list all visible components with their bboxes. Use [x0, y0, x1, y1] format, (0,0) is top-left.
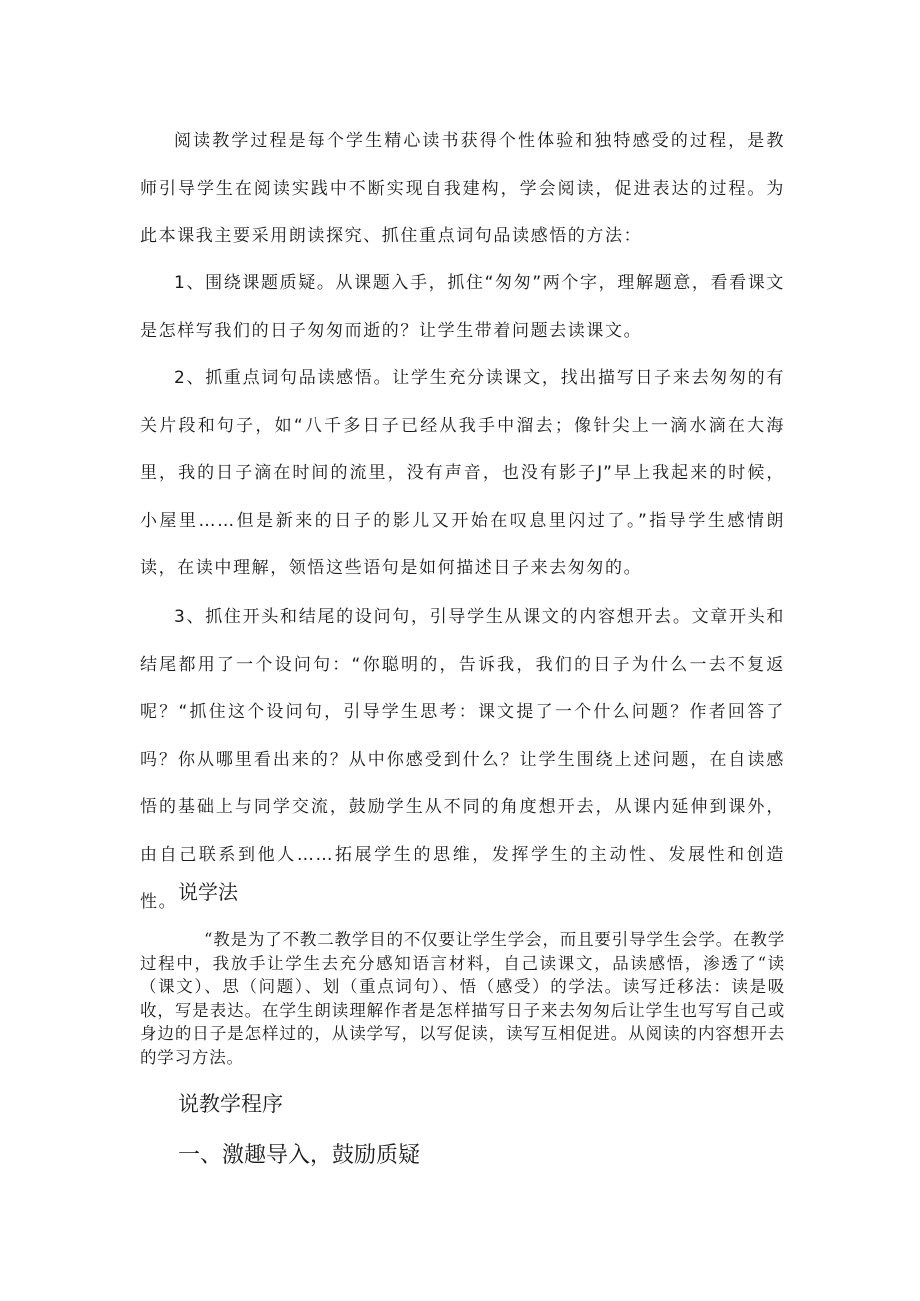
method-3-paragraph: 3、抓住开头和结尾的设问句，引导学生从课文的内容想开去。文章开头和结尾都用了一个设问句：“你聪明的，告诉我，我们的日子为什么一去不复返呢？“抓住这个设问句，引导学生思考：课文提了一个什么问题？作者回答了吗？你从哪里看出来的？从中你感受到什么？让学生围绕上述问题，在自读感悟的基础上与同学交流，鼓励学生从不同的角度想开去，从课内延伸到课外，由自己联系到他人……拓展学生的思维，发挥学生的主动性、发展性和创造性。: [140, 607, 785, 912]
step-1-heading: 一、激趣导入，鼓励质疑: [178, 1143, 421, 1168]
intro-paragraph: 阅读教学过程是每个学生精心读书获得个性体验和独特感受的过程，是教师引导学生在阅读实践中不断实现自我建构，学会阅读，促进表达的过程。为此本课我主要采用朗读探究、抓住重点词句品读感悟的方法：: [140, 131, 785, 246]
study-method-paragraph: “教是为了不教二教学目的不仅要让学生学会，而且要引导学生会学。在教学过程中，我放手让学生去充分感知语言材料，自己读课文，品读感悟，渗透了“读（课文）、思（问题）、划（重点词句）、悟（感受）的学法。读写迁移法：读是吸收，写是表达。在学生朗读理解作者是怎样描写日子来去匆匆后让学生也写写自己或身边的日子是怎样过的，从读学写，以写促读，读写互相促进。从阅读的内容想开去的学习方法。: [140, 930, 785, 1067]
procedure-heading: 说教学程序: [178, 1092, 283, 1116]
method-2-paragraph: 2、抓重点词句品读感悟。让学生充分读课文，找出描写日子来去匆匆的有关片段和句子，如“八千多日子已经从我手中溜去；像针尖上一滴水滴在大海里，我的日子滴在时间的流里，没有声音，也没有影子J”早上我起来的时候，小屋里……但是新来的日子的影儿又开始在叹息里闪过了。”指导学生感情朗读，在读中理解，领悟这些语句是如何描述日子来去匆匆的。: [140, 368, 785, 578]
method-1-paragraph: 1、围绕课题质疑。从课题入手，抓住“匆匆”两个字，理解题意，看看课文是怎样写我们的日子匆匆而逝的？让学生带着问题去读课文。: [140, 273, 785, 341]
study-method-heading: 说学法: [178, 880, 238, 904]
